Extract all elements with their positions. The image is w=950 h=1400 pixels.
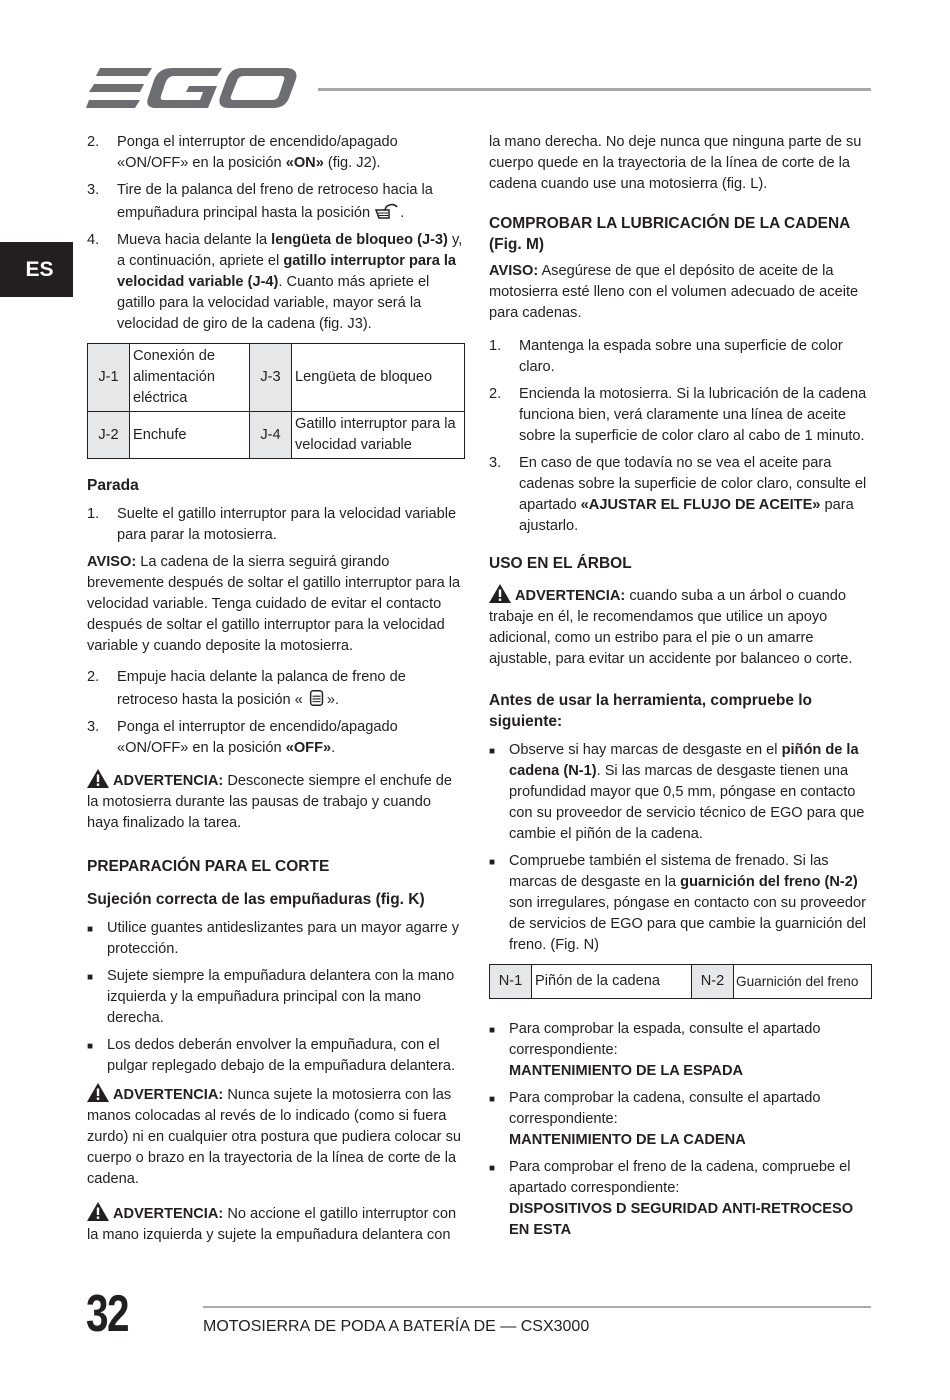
step-number: 3. [87, 719, 100, 735]
heading-uso-arbol: USO EN EL ÁRBOL [489, 555, 632, 572]
bullet-square-icon: ■ [87, 1041, 94, 1052]
step-text: Suelte el gatillo interruptor para la velocidad variable para parar la motosierra. [117, 506, 457, 543]
step-item [489, 453, 872, 537]
heading-lubricacion: COMPROBAR LA LUBRICACIÓN DE LA CADENA (Fig. M) [489, 215, 850, 253]
notice-label: AVISO: [489, 263, 539, 279]
step-text: Mantenga la espada sobre una superficie de color claro. [519, 338, 843, 375]
table-cell: Gatillo interruptor para la velocidad variable [292, 412, 465, 459]
footer-rule [203, 1306, 871, 1308]
step-item [87, 180, 465, 224]
heading-compruebe: Antes de usar la herramienta, compruebe lo siguiente: [489, 692, 813, 730]
warning-triangle-icon [489, 584, 511, 603]
list-item: ■ Observe si hay marcas de desgaste en el piñón de la cadena (N-1). Si las marcas de desgaste tienen una profundidad mayor que 0,5 mm, póngase en contacto con su proveedor de servicio técnico de EGO para que cambie el piñón de la cadena. [489, 740, 872, 845]
table-cell: Lengüeta de bloqueo [292, 344, 465, 412]
step-text: Encienda la motosierra. Si la lubricación de la cadena funciona bien, verá claramente una línea de aceite sobre la superficie de color claro al cabo de 1 minuto. [519, 386, 867, 444]
warning-label: ADVERTENCIA: [515, 588, 626, 604]
continued-paragraph: la mano derecha. No deje nunca que ninguna parte de su cuerpo quede en la trayectoria de la línea de corte de la cadena cuando use una motosierra (fig. L). [489, 134, 862, 192]
list-item: ■ Los dedos deberán envolver la empuñadura, con el pulgar replegado debajo de la empuñadura delantera. [87, 1035, 465, 1077]
chain-brake-lever-icon [374, 201, 400, 221]
warning-label: ADVERTENCIA: [113, 1206, 224, 1222]
step-item [87, 667, 465, 711]
table-cell: J-4 [250, 412, 292, 459]
header-rule [318, 88, 871, 91]
step-number: 2. [489, 386, 502, 402]
table-cell: N-2 [692, 965, 734, 999]
step-text: Ponga el interruptor de encendido/apagado «ON/OFF» en la posición «ON» (fig. J2). [117, 134, 398, 171]
chain-brake-disengaged-icon [307, 688, 327, 708]
step-item [489, 384, 872, 447]
bullet-square-icon: ■ [489, 1163, 496, 1174]
table-cell: N-1 [490, 965, 532, 999]
table-row [88, 344, 465, 412]
ego-logo [86, 64, 298, 112]
bullet-square-icon: ■ [489, 857, 496, 868]
heading-preparacion: PREPARACIÓN PARA EL CORTE [87, 858, 330, 875]
step-item [87, 717, 465, 759]
table-cell: J-1 [88, 344, 130, 412]
bullet-square-icon: ■ [87, 924, 94, 935]
list-item: ■ Para comprobar la espada, consulte el apartado correspondiente: MANTENIMIENTO DE LA ESPADA [489, 1019, 872, 1082]
list-item: ■ Sujete siempre la empuñadura delantera con la mano izquierda y la empuñadura principal con la mano derecha. [87, 966, 465, 1029]
footer-title: MOTOSIERRA DE PODA A BATERÍA DE — CSX3000 [203, 1318, 590, 1335]
table-cell: J-2 [88, 412, 130, 459]
step-item [87, 230, 465, 335]
step-text: Empuje hacia delante la palanca de freno de retroceso hasta la posición « ». [117, 669, 406, 708]
step-item [87, 504, 465, 546]
step-text: En caso de que todavía no se vea el aceite para cadenas sobre la superficie de color claro, consulte el apartado «AJUSTAR EL FLUJO DE ACEITE» para ajustarlo. [519, 455, 867, 534]
warning-label: ADVERTENCIA: [113, 773, 224, 789]
page-number: 32 [86, 1285, 128, 1343]
table-cell: Enchufe [130, 412, 250, 459]
bullet-square-icon: ■ [489, 746, 496, 757]
warning-paragraph: ADVERTENCIA: Desconecte siempre el enchufe de la motosierra durante las pausas de trabajo y cuando haya finalizado la tarea. [87, 769, 465, 834]
step-number: 3. [87, 182, 100, 198]
notice-label: AVISO: [87, 554, 137, 570]
list-item: ■ Para comprobar el freno de la cadena, compruebe el apartado correspondiente: DISPOSITIVOS D SEGURIDAD ANTI-RETROCESO EN ESTA [489, 1157, 872, 1241]
warning-paragraph: ADVERTENCIA: Nunca sujete la motosierra con las manos colocadas al revés de lo indicado (como si fuera zurdo) ni en cualquier otra postura que pudiera colocar su cuerpo o brazo en la trayectoria de la línea de corte de la cadena. [87, 1083, 465, 1190]
notice-paragraph: AVISO: La cadena de la sierra seguirá girando brevemente después de soltar el gatillo interruptor para la velocidad variable. Tenga cuidado de evitar el contacto después de soltar el gatillo interruptor para la velocidad variable y cuando deposite la motosierra. [87, 554, 461, 654]
list-item: ■ Compruebe también el sistema de frenado. Si las marcas de desgaste en la guarnición del freno (N-2) son irregulares, póngase en contacto con su proveedor de servicios de EGO para que cambie la guarnición del freno. (Fig. N) [489, 851, 872, 956]
left-column [87, 132, 465, 1256]
step-number: 1. [489, 338, 502, 354]
list-item: ■ Para comprobar la cadena, consulte el apartado correspondiente: MANTENIMIENTO DE LA CADENA [489, 1088, 872, 1151]
step-text: Ponga el interruptor de encendido/apagado «ON/OFF» en la posición «OFF». [117, 719, 398, 756]
table-cell: J-3 [250, 344, 292, 412]
step-text: Mueva hacia delante la lengüeta de bloqueo (J-3) y, a continuación, apriete el gatillo interruptor para la velocidad variable (J-4). Cuanto más apriete el gatillo para la velocidad variable, mayor será la velocidad de giro de la cadena (fig. J3). [117, 232, 463, 332]
table-row [490, 965, 872, 999]
warning-triangle-icon [87, 769, 109, 788]
step-item [489, 336, 872, 378]
list-item: ■ Utilice guantes antideslizantes para un mayor agarre y protección. [87, 918, 465, 960]
warning-paragraph: ADVERTENCIA: No accione el gatillo interruptor con la mano izquierda y sujete la empuñadura delantera con [87, 1202, 465, 1246]
warning-paragraph: ADVERTENCIA: cuando suba a un árbol o cuando trabaje en él, le recomendamos que utilice un apoyo adicional, como un estribo para el pie o un amarre ajustable, para evitar un accidente por balanceo o corte. [489, 584, 872, 670]
step-item [87, 132, 465, 174]
heading-sujecion: Sujeción correcta de las empuñaduras (fig. K) [87, 891, 425, 908]
table-row [88, 412, 465, 459]
step-number: 4. [87, 232, 100, 248]
table-cell: Guarnición del freno [734, 965, 872, 999]
warning-triangle-icon [87, 1083, 109, 1102]
notice-paragraph: AVISO: Asegúrese de que el depósito de aceite de la motosierra esté lleno con el volumen adecuado de aceite para cadenas. [489, 263, 859, 321]
reference-table-j [87, 343, 465, 459]
step-number: 1. [87, 506, 100, 522]
reference-table-n [489, 964, 872, 999]
bullet-square-icon: ■ [87, 972, 94, 983]
warning-triangle-icon [87, 1202, 109, 1221]
language-tab: ES [0, 242, 73, 297]
table-cell: Piñón de la cadena [532, 965, 692, 999]
bullet-square-icon: ■ [489, 1094, 496, 1105]
step-number: 2. [87, 134, 100, 150]
step-text: Tire de la palanca del freno de retroceso hacia la empuñadura principal hasta la posición . [117, 182, 433, 221]
warning-label: ADVERTENCIA: [113, 1087, 224, 1103]
heading-parada: Parada [87, 477, 139, 494]
bullet-square-icon: ■ [489, 1025, 496, 1036]
step-number: 3. [489, 455, 502, 471]
step-number: 2. [87, 669, 100, 685]
table-cell: Conexión de alimentación eléctrica [130, 344, 250, 412]
right-column [489, 132, 872, 1247]
